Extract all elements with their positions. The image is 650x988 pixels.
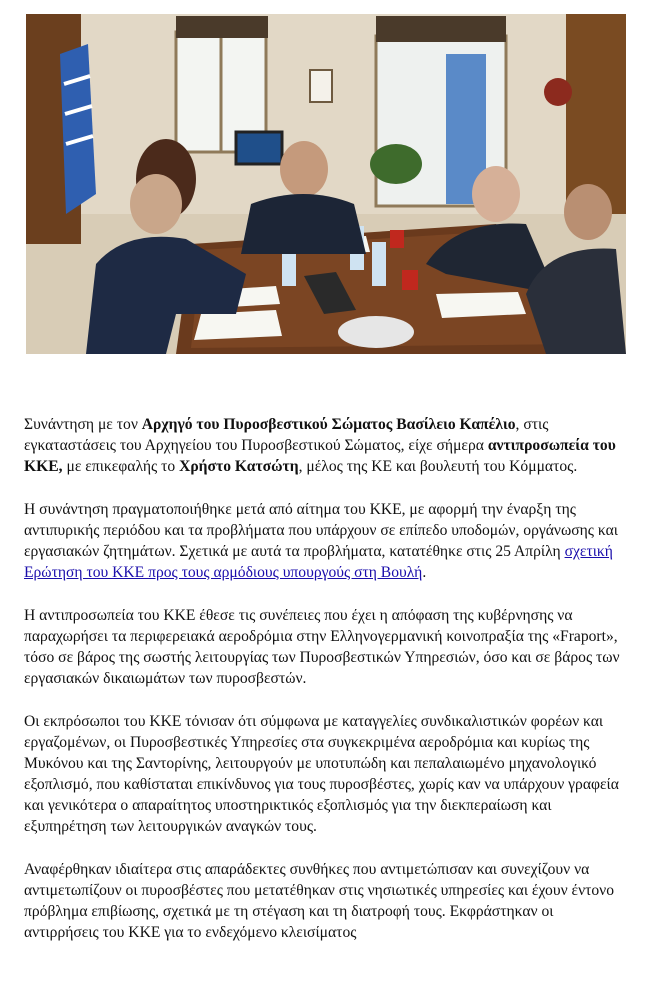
paragraph-5: Αναφέρθηκαν ιδιαίτερα στις απαράδεκτες συνθήκες που αντιμετώπισαν και συνεχίζουν να αντιμετωπίζουν οι πυροσβέστες που μετατέθηκαν στις νησιωτικές υπηρεσίες και έχουν έντονο πρόβλημα επιβίωσης, σχετικά με τη στέγαση και τη διατροφή τους. Εκφράστηκαν οι αντιρρήσεις του ΚΚΕ για το ενδεχόμενο κλεισίματος: [24, 861, 615, 941]
paragraph-3: Η αντιπροσωπεία του ΚΚΕ έθεσε τις συνέπειες που έχει η απόφαση της κυβέρνησης να παραχωρήσει τα περιφερειακά αεροδρόμια στην Ελληνογερμανική κοινοπραξία της «Fraport», τόσο σε βάρος της σωστής λειτουργίας των Πυροσβεστικών Υπηρεσιών, όσο και σε βάρος των εργασιακών δικαιωμάτων των πυροσβεστών.: [24, 607, 620, 687]
p2-text-2: .: [422, 564, 427, 581]
paragraph-2: [24, 499, 624, 583]
p1-text-2: , στις εγκαταστάσεις του Αρχηγείου του Πυροσβεστικού Σώματος, είχε σήμερα: [24, 416, 549, 454]
meeting-photo-illustration: [26, 14, 626, 354]
question-link[interactable]: σχετική Ερώτηση του ΚΚΕ προς τους αρμόδιους υπουργούς στη Βουλή: [24, 543, 613, 581]
p1-bold-delegation: αντιπροσωπεία του ΚΚΕ,: [24, 437, 616, 475]
paragraph-1: [24, 414, 624, 477]
p2-text-1: Η συνάντηση πραγματοποιήθηκε μετά από αίτημα του ΚΚΕ, με αφορμή την έναρξη της αντιπυρικής περιόδου και τα προβλήματα που υπάρχουν σε επίπεδο υποδομών, οργάνωσης και εργασιακών ζητημάτων. Σχετικά με αυτά τα προβλήματα, κατατέθηκε στις 25 Απρίλη: [24, 501, 618, 560]
p1-text-1: Συνάντηση με τον: [24, 416, 142, 433]
meeting-photo: [26, 14, 626, 354]
paragraph-4: Οι εκπρόσωποι του ΚΚΕ τόνισαν ότι σύμφωνα με καταγγελίες συνδικαλιστικών φορέων και εργαζομένων, οι Πυροσβεστικές Υπηρεσίες στα συγκεκριμένα αεροδρόμια και κυρίως της Μυκόνου και της Σαντορίνης, λειτουργούν με υποτυπώδη και πεπαλαιωμένο μηχανολογικό εξοπλισμό, που καθίσταται επικίνδυνος για τους πυροσβέστες, χωρίς καν να υπάρχουν γραφεία και γενικότερα ο απαραίτητος υποστηρικτικός εξοπλισμός για την διεκπεραίωση και εξυπηρέτηση των λειτουργικών αναγκών τους.: [24, 713, 619, 835]
p1-text-4: , μέλος της ΚΕ και βουλευτή του Κόμματος.: [298, 458, 578, 475]
p1-text-3: με επικεφαλής το: [62, 458, 180, 475]
p1-bold-katsotis: Χρήστο Κατσώτη: [179, 458, 299, 475]
article-body: [24, 414, 624, 965]
p1-bold-chief: Αρχηγό του Πυροσβεστικού Σώματος Βασίλειο Καπέλιο: [141, 416, 516, 433]
